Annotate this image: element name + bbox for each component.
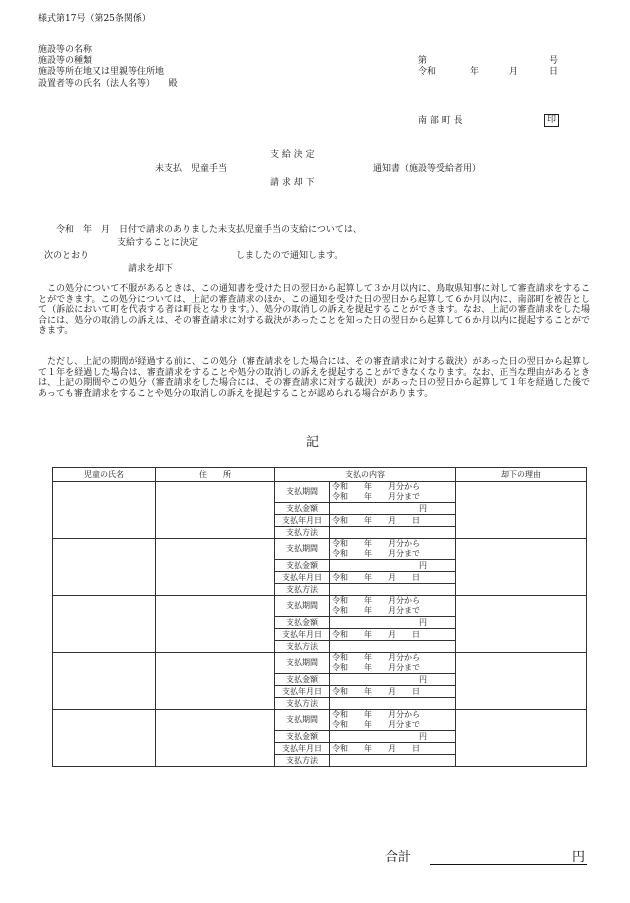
notice-mid-right: しましたので通知します。 [236,251,344,261]
label-date: 支払年月日 [275,629,330,641]
address-cell[interactable] [156,539,275,596]
doc-no-suffix: 号 [549,56,559,66]
date-year: 年 [470,67,480,77]
child-name-cell[interactable] [53,710,156,767]
header-child-name: 児童の氏名 [53,468,156,482]
appeal-paragraph-1: この処分について不服があるときは、この通知書を受けた日の翌日から起算して３か月以内に、鳥取県知事に対して審査請求をすることができます。この処分については、上記の審査請求のほか、この通知を受けた日の翌日から起算して６か月以内に、南部町を被告として（訴訟において町を代表する者は町長となります。）、処分の取消しの訴えを提起することができます。なお、上記の審査請求をした場合には、処分の取消しの訴えは、その審査請求に対する裁決があったことを知った日の翌日から起算して６か月以内に提起することができます。 [38,284,590,337]
reject-reason-cell[interactable] [456,710,587,767]
header-reject-reason: 却下の理由 [456,468,587,482]
notice-mid-left: 次のとおり [44,251,90,261]
date-era: 令和 [418,67,437,77]
period-from: 令和 年 月分から [332,653,420,662]
amount-value[interactable]: 円 [330,617,456,629]
label-amount: 支払金額 [275,731,330,743]
period-value[interactable] [330,596,456,617]
period-to: 令和 年 月分まで [332,606,420,615]
label-method: 支払方法 [275,584,330,596]
label-period: 支払期間 [275,710,330,731]
address-cell[interactable] [156,596,275,653]
date-value[interactable]: 令和 年 月 日 [330,743,456,755]
header-payment-content: 支払の内容 [275,468,456,482]
reject-reason-cell[interactable] [456,653,587,710]
table-row [53,596,587,653]
method-value[interactable] [330,755,456,767]
child-name-cell[interactable] [53,539,156,596]
title-option-reject: 請 求 却 下 [270,178,315,188]
period-value[interactable] [330,653,456,674]
table-row [53,539,587,596]
amount-value[interactable]: 円 [330,503,456,515]
table-row [53,482,587,539]
label-amount: 支払金額 [275,617,330,629]
facility-type-label: 施設等の種類 [38,56,93,66]
period-from: 令和 年 月分から [332,710,420,719]
date-value[interactable]: 令和 年 月 日 [330,629,456,641]
label-method: 支払方法 [275,755,330,767]
date-value[interactable]: 令和 年 月 日 [330,572,456,584]
label-period: 支払期間 [275,653,330,674]
date-value[interactable]: 令和 年 月 日 [330,515,456,527]
label-period: 支払期間 [275,596,330,617]
doc-no-prefix: 第 [418,56,428,66]
seal-mark: 印 [544,114,559,127]
period-to: 令和 年 月分まで [332,663,420,672]
period-from: 令和 年 月分から [332,596,420,605]
title-option-grant: 支 給 決 定 [270,150,315,160]
facility-address-label: 施設等所在地又は里親等住所地 [38,67,165,77]
label-method: 支払方法 [275,698,330,710]
label-date: 支払年月日 [275,515,330,527]
reject-reason-cell[interactable] [456,596,587,653]
date-day: 日 [549,67,559,77]
reject-reason-cell[interactable] [456,539,587,596]
method-value[interactable] [330,584,456,596]
amount-value[interactable]: 円 [330,560,456,572]
period-to: 令和 年 月分まで [332,720,420,729]
label-date: 支払年月日 [275,572,330,584]
total-label: 合計 [385,850,412,865]
address-cell[interactable] [156,653,275,710]
notice-option-grant: 支給することに決定 [117,238,199,248]
child-name-cell[interactable] [53,596,156,653]
amount-value[interactable]: 円 [330,731,456,743]
date-month: 月 [509,67,519,77]
facility-name-label: 施設等の名称 [38,45,93,55]
label-date: 支払年月日 [275,743,330,755]
operator-name-label: 設置者等の氏名（法人名等） 殿 [38,79,178,89]
address-cell[interactable] [156,482,275,539]
label-period: 支払期間 [275,539,330,560]
title-prefix: 未支払 児童手当 [155,164,228,174]
total-unit: 円 [572,850,586,865]
period-from: 令和 年 月分から [332,482,420,491]
table-row [53,710,587,767]
form-number: 様式第17号（第25条関係） [38,14,151,24]
method-value[interactable] [330,641,456,653]
label-amount: 支払金額 [275,674,330,686]
address-cell[interactable] [156,710,275,767]
date-value[interactable]: 令和 年 月 日 [330,686,456,698]
notice-line-1: 令和 年 月 日付で請求のありました未支払児童手当の支給については、 [56,225,362,235]
child-name-cell[interactable] [53,482,156,539]
period-value[interactable] [330,482,456,503]
period-to: 令和 年 月分まで [332,492,420,501]
period-from: 令和 年 月分から [332,539,420,548]
appeal-paragraph-2: ただし、上記の期間が経過する前に、この処分（審査請求をした場合には、その審査請求に対する裁決）があった日の翌日から起算して１年を経過した場合は、審査請求をすることや処分の取消しの訴えを提起することができなくなります。なお、正当な理由があるときは、上記の期間やこの処分（審査請求をした場合には、その審査請求に対する裁決）があった日の翌日から起算して１年を経過した後であっても審査請求をすることや処分の取消しの訴えを提起することが認められる場合があります。 [38,357,590,399]
amount-value[interactable]: 円 [330,674,456,686]
method-value[interactable] [330,527,456,539]
notice-option-reject: 請求を却下 [128,264,174,274]
total-input-line[interactable] [430,863,587,865]
method-value[interactable] [330,698,456,710]
period-value[interactable] [330,539,456,560]
label-method: 支払方法 [275,641,330,653]
header-address: 住 所 [156,468,275,482]
title-suffix: 通知書（施設等受給者用） [373,164,482,174]
table-row [53,653,587,710]
label-date: 支払年月日 [275,686,330,698]
label-amount: 支払金額 [275,560,330,572]
issuer-title: 南 部 町 長 [418,116,463,126]
reject-reason-cell[interactable] [456,482,587,539]
label-period: 支払期間 [275,482,330,503]
period-value[interactable] [330,710,456,731]
period-to: 令和 年 月分まで [332,549,420,558]
child-name-cell[interactable] [53,653,156,710]
ki-heading: 記 [306,435,320,450]
payment-table [52,467,587,767]
label-amount: 支払金額 [275,503,330,515]
label-method: 支払方法 [275,527,330,539]
